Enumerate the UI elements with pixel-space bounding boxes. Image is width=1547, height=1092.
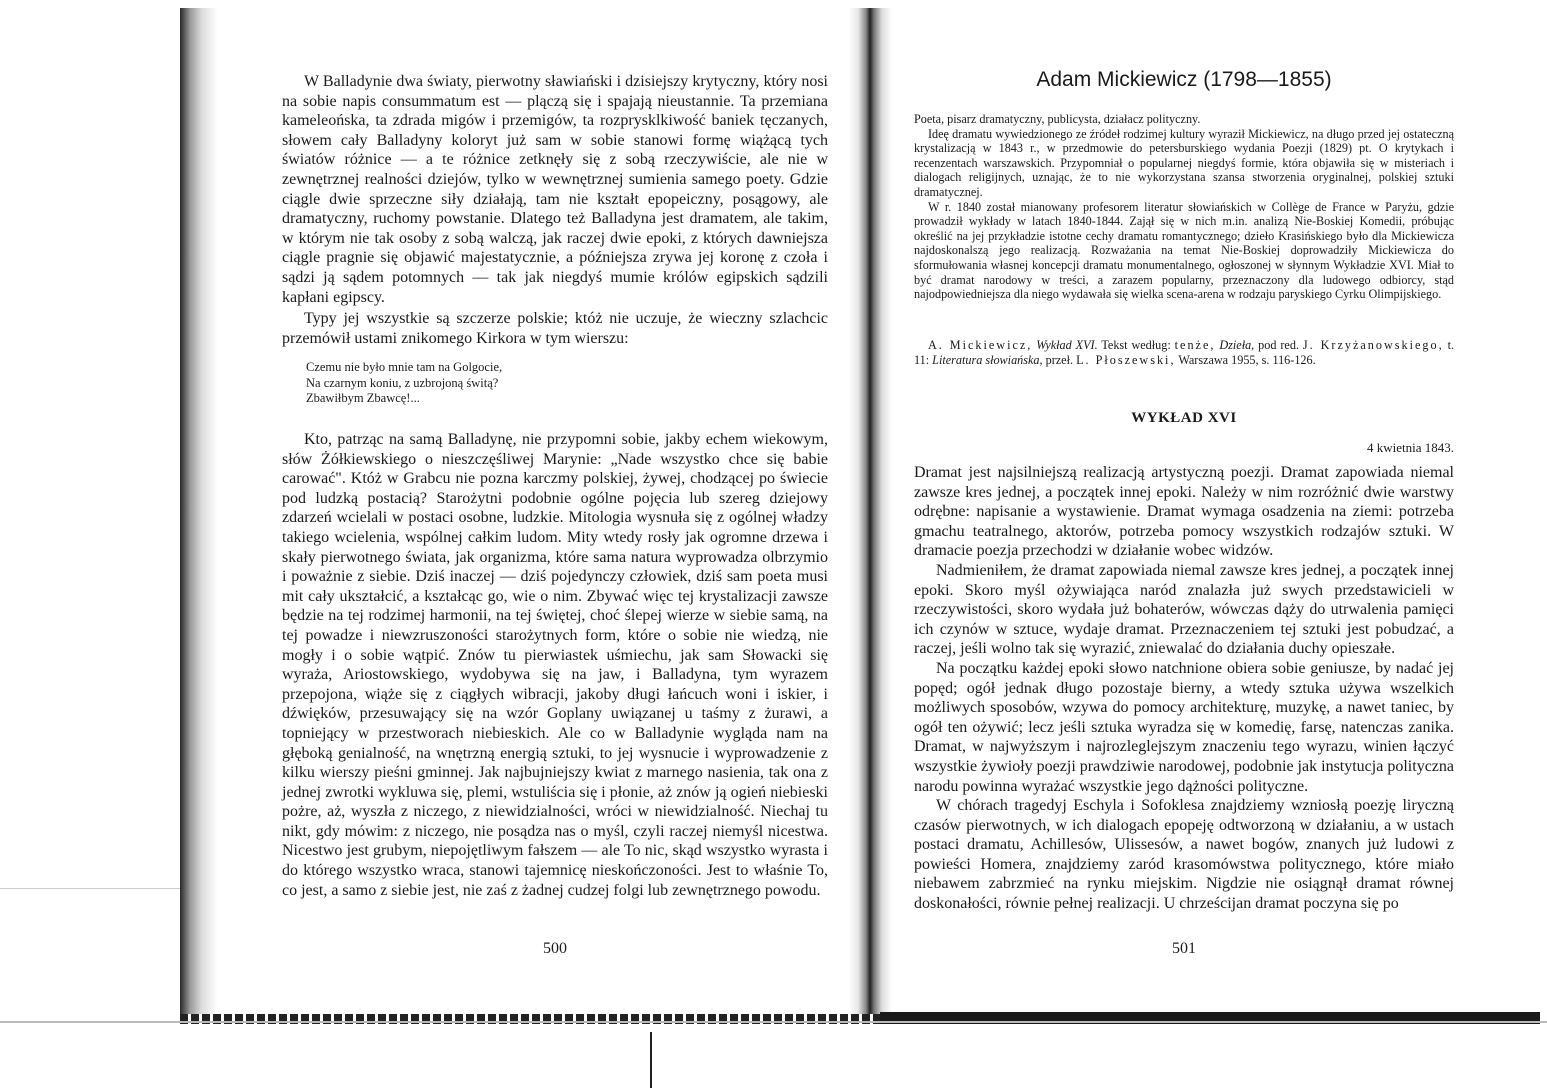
source-text: t. 11: bbox=[914, 338, 1454, 367]
lecture-date: 4 kwietnia 1843. bbox=[1366, 440, 1454, 455]
lecture-text bbox=[914, 463, 1454, 914]
paragraph-text: Nadmieniłem, że dramat zapowiada niemal zawsze kres jednej, a początek innej epoki. Skoro myśl ożywiająca naród znalazła już swych przedstawicieli w rzeczywistości, skoro wydała już bohaterów, wówczas dąży do utrwalenia pamięci ich czynów w sztuce, wydaje dramat. Przeznaczeniem tej sztuki jest pobudzać, a raczej, jeśli wolno tak się wyrazić, zniewalać do działania duchy opieszałe. bbox=[914, 561, 1454, 658]
source-note bbox=[914, 338, 1454, 367]
bio-paragraph: W r. 1840 został mianowany profesorem literatur słowiańskich w Collège de France w Paryżu, gdzie prowadził wykłady w latach 1840-1844. Zajął się w nich m.in. analizą Nie-Boskiej Komedii, próbując określić na jej przykładzie istotne cechy dramatu romantycznego; dzieło Krasińskiego było dla Mickiewicza najdoskonalszą jego realizacją. Rozważania na temat Nie-Boskiej doprowadziły Mickiewicza do sformułowania własnej koncepcji dramatu monumentalnego, ogłoszonej w słynnym Wykładzie XVI. Miał to być dramat narodowy w treści, a zarazem popularny, przeznaczony dla ludowego odbiorcy, stąd najodpowiedniejsza dla niego wydawała się wielka scena-arena w rodzaju paryskiego Cyrku Olimpijskiego. bbox=[914, 199, 1454, 302]
verse-line: Na czarnym koniu, z uzbrojoną świtą? bbox=[306, 375, 499, 390]
verse-line: Zbawiłbym Zbawcę!... bbox=[306, 391, 420, 405]
page-number-left: 500 bbox=[543, 940, 567, 957]
source-text: przeł. bbox=[1045, 352, 1074, 367]
scan-artifact-line bbox=[650, 1032, 652, 1088]
scan-artifact-rule bbox=[0, 888, 180, 889]
bio-paragraph: Ideę dramatu wywiedzionego ze źródeł rodzimej kultury wyraził Mickiewicz, na długo przed jej ostateczną krystalizacją w 1843 r., w przedmowie do petersburskiego wydania Poezji (1829) pt. O krytykach i recenzentach warszawskich. Przypomniał o popularnej niegdyś formie, która objawiła się w misteriach i dialogach religijnych, uznając, że to nie wykorzystana szansa stworzenia oryginalnej, polskiej sztuki dramatycznej. bbox=[914, 126, 1454, 199]
paragraph-text: W Balladynie dwa światy, pierwotny sławiański i dzisiejszy krytyczny, który nosi na sobie napis consummatum est — plączą się i spajają nieustannie. Ta przemiana kameleońska, ta zdrada migów i przemigów, ta rozprysklkiwość baniek tęczanych, słowem cały Balladyny koloryt już sam w sobie stanowi formę wiążącą tych światów różnice — a te różnice zetknęły się z sobą rzeczywiście, ale nie w zewnętrznej realności dziejów, tylko w wewnętrznej sumienia samego poety. Gdzie ciągle dwie sprzeczne siły działają, tam nie kształt epopeiczny, posągowy, ale dramatyczny, ruchomy powstanie. Dlatego też Balladyna jest dramatem, ale takim, w którym nie tak osoby z sobą walczą, jak raczej dwie epoki, z których dawniejsza ciągle pragnie się objawić majestatycznie, a późniejsza zrywa jej koronę z czoła i sądzi ją sądem potomnych — tak jak niegdyś mumie królów egipskich sądzili kapłani egipscy. bbox=[282, 73, 828, 306]
left-paragraph-2 bbox=[282, 309, 828, 348]
source-text: Tekst według: bbox=[1101, 338, 1171, 352]
author-bio bbox=[914, 112, 1454, 302]
author-heading: Adam Mickiewicz (1798—1855) bbox=[1036, 68, 1332, 91]
left-paragraph-3 bbox=[282, 430, 828, 900]
book-gutter bbox=[848, 8, 892, 1018]
source-translator: L. Płoszewski, bbox=[1076, 352, 1176, 367]
source-title: Wykład XVI. bbox=[1036, 338, 1098, 352]
verse-line: Czemu nie było mnie tam na Golgocie, bbox=[306, 360, 503, 374]
scan-shadow-line bbox=[0, 1021, 1547, 1023]
source-works: Dzieła, bbox=[1219, 338, 1255, 352]
source-editor: J. Krzyżanowskiego, bbox=[1302, 338, 1444, 352]
paragraph-text: W chórach tragedyj Eschyla i Sofoklesa znajdziemy wzniosłą poezję liryczną czasów pierwotnych, w ich dialogach epopeję odtworzoną w działaniu, a w ustach postaci dramatu, Achillesów, Ulissesów, a nawet bogów, znanych już ludowi z powieści Homera, znajdziemy zaród krasomówstwa politycznego, które miało niebawem zabrzmieć na rynku miejskim. Nigdzie nie osiągnął dramat równej doskonałości, równie pełnej realizacji. U chrześcijan dramat poczyna się po bbox=[914, 797, 1454, 913]
paragraph-text: Typy jej wszystkie są szczerze polskie; któż nie uczuje, że wieczny szlachcic przemówił ustami znikomego Kirkora w tym wierszu: bbox=[282, 310, 828, 347]
source-author: A. Mickiewicz, bbox=[928, 338, 1033, 352]
source-tenze: tenże, bbox=[1174, 338, 1216, 352]
bio-line: Poeta, pisarz dramatyczny, publicysta, działacz polityczny. bbox=[914, 112, 1201, 126]
left-paragraph-1 bbox=[282, 72, 828, 307]
paragraph-text: Kto, patrząc na samą Balladynę, nie przypomni sobie, jakby echem wiekowym, słów Żółkiewskiego o nieszczęśliwej Marynie: „Nade wszystko chce się babie carować". Któż w Grabcu nie pozna karczmy polskiej, żywej, chodzącej po świecie pod ludzką postacią? Starożytni podobnie ogólne pojęcia lub szereg dziejowy zdarzeń wcielali w postaci osobne, ludzkie. Mitologia wysnuła się z ogólnej władzy takiego wcielenia, wspólnej całkim ludom. Mity wtedy rosły jak ogromne drzewa i skały pierwotnego świata, jak organizma, które sama natura wyprowadza olbrzymio i poważnie z siebie. Dziś inaczej — dziś pojedynczy człowiek, dziś sam poeta musi mit cały ukształcić, a kształcąc go, wie o nim. Zbywać więc tej krystalizacji zawsze będzie na tej rodzimej harmonii, na tej świętej, choć ślepej wierze w siebie samą, na tej powadze i niewzruszoności starożytnych form, które o sobie nie wiedzą, nie mogły i o sobie wątpić. Znów tu pierwiastek uśmiechu, jak sam Słowacki się wyraża, Ariostowskiego, wydobywa się na jaw, i Balladyna, tym wyrazem przepojona, wiąże się z ciągłych wibracji, jakoby długi łańcuch woni i iskier, i dźwięków, przesuwający się na wzór Goplany uwiązanej u taśmy z żurawi, a topniejący w przestworach niebieskich. Ale co w Balladynie wygląda nam na głęboką genialność, na wnętrzną energią sztuki, to jej wysnucie i wyprowadzenie z kilku wierszy pieśni gminnej. Jak najbujniejszy kwiat z marnego nasienia, tak ona z jednej zwrotki wykluwa się, plemi, wstuliścia się i płonie, aż znów ją ogień niebieski pożre, aż, wyszła z niczego, z niewidzialności, wróci w niewidzialność. Niechaj tu nikt, gdy mówim: z niczego, nie posądza nas o myśl, czyli raczej niemyśl nicestwa. Nicestwo jest grubym, niepojętliwym fałszem — ale To nic, skąd wszystko wyrasta i do którego wszystko wraca, stanowi tajemnicę nieskończoności. Jest to właśnie To, co jest, a samo z siebie jest, nie zaś z żadnej cudzej folgi lub zewnętrznego powodu. bbox=[282, 431, 828, 899]
source-volume-title: Literatura słowiańska, bbox=[932, 352, 1043, 367]
source-text: Warszawa 1955, s. 116-126. bbox=[1178, 352, 1316, 367]
lecture-title: WYKŁAD XVI bbox=[1131, 410, 1237, 426]
binding-shadow-left bbox=[180, 8, 218, 1018]
page-number-right: 501 bbox=[1172, 940, 1196, 957]
paragraph-text: Dramat jest najsilniejszą realizacją artystyczną poezji. Dramat zapowiada niemal zawsze kres jednej, a początek innej epoki. Należy w nim rozróżnić dwie warstwy odrębne: napisanie a wystawienie. Dramat wymaga osadzenia na ziemi: potrzeba gmachu teatralnego, aktorów, potrzeba pomocy wszystkich rodzajów sztuki. W dramacie poezja przechodzi w działanie wobec widzów. bbox=[914, 464, 1454, 560]
verse-quote bbox=[306, 360, 502, 407]
source-text: pod red. bbox=[1258, 338, 1299, 352]
source-citation bbox=[914, 338, 1454, 367]
paragraph-text: Na początku każdej epoki słowo natchnione obiera sobie geniusze, by nadać jej popęd; ogół jednak długo pozostaje bierny, a wtedy sztuka używa wszelkich możliwych sposobów, wzywa do pomocy architekturę, muzykę, a nawet taniec, by ogół ten ożywić; lecz jeśli sztuka wyradza się w komedię, farsę, natenczas zanika. Dramat, w najwyższym i najrozleglejszym znaczeniu tego wyrazu, winien łączyć wszystkie żywioły poezji prawdziwie narodowej, podobnie jak instytucja polityczna narodu powinna wyrażać wszystkie jego dążności polityczne. bbox=[914, 659, 1454, 795]
